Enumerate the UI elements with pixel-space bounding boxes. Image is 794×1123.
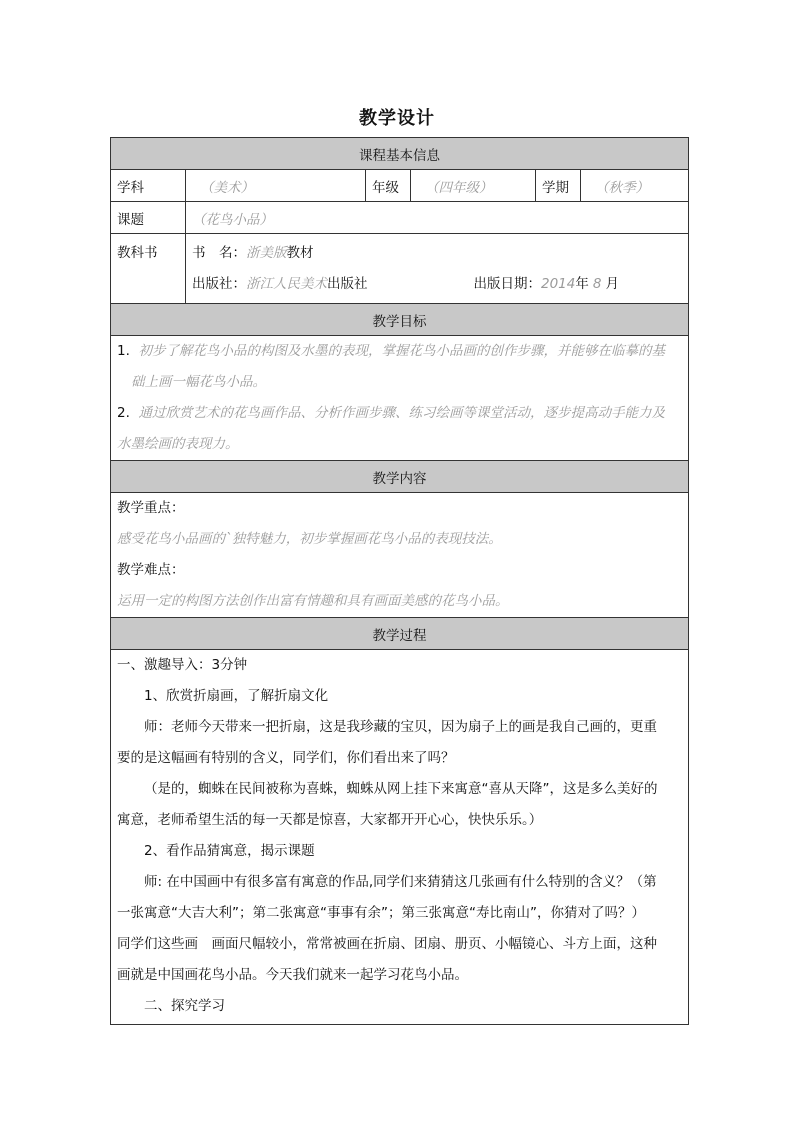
grade-value: （四年级）: [411, 170, 536, 202]
difficulties-label: 教学难点：: [117, 562, 185, 578]
grade-label: 年级: [366, 170, 411, 202]
pubdate-month: 8: [592, 275, 602, 292]
publisher-line: 出版社：浙江人民美术出版社 出版日期：2014年 8 月: [192, 275, 619, 292]
process-text-1a: 师：老师今天带来一把折扇，这是我珍藏的宝贝，因为扇子上的画是我自己画的，更重: [144, 719, 657, 735]
key-points-label: 教学重点：: [117, 500, 185, 516]
process-sub-2: 2、看作品猜寓意，揭示课题: [144, 843, 315, 859]
process-body: [111, 650, 689, 1025]
publisher-value: 浙江人民美术: [246, 275, 327, 292]
process-text-3b: 一张寓意“大吉大利”；第二张寓意“事事有余”；第三张寓意“寿比南山”，你猜对了吗？）: [117, 905, 645, 921]
objective-2-cont: 水墨绘画的表现力。: [117, 436, 239, 452]
process-sub-1: 1、欣赏折扇画，了解折扇文化: [144, 688, 329, 704]
objective-1-cont: 础上画一幅花鸟小品。: [131, 374, 266, 390]
term-label: 学期: [536, 170, 581, 202]
subject-value: （美术）: [186, 170, 366, 202]
book-name-value: 浙美版: [246, 244, 287, 261]
pubdate-year: 2014: [541, 275, 576, 292]
process-step-1: 一、激趣导入：3分钟: [117, 657, 248, 673]
process-text-3d: 画就是中国画花鸟小品。今天我们就来一起学习花鸟小品。: [117, 967, 468, 983]
section-header-basic-info: 课程基本信息: [111, 138, 689, 170]
key-points-text: 感受花鸟小品画的`独特魅力，初步掌握画花鸟小品的表现技法。: [117, 531, 502, 547]
term-value: （秋季）: [581, 170, 689, 202]
book-name-line: 书 名：浙美版教材: [192, 244, 314, 261]
objective-1: 初步了解花鸟小品的构图及水墨的表现，掌握花鸟小品画的创作步骤，并能够在临摹的基: [138, 343, 665, 359]
textbook-label: 教科书: [111, 234, 186, 304]
subject-label: 学科: [111, 170, 186, 202]
topic-label: 课题: [111, 202, 186, 234]
objective-2: 通过欣赏艺术的花鸟画作品、分析作画步骤、练习绘画等课堂活动，逐步提高动手能力及: [138, 405, 665, 421]
document-title: 教学设计: [359, 108, 435, 129]
content-body: [111, 493, 689, 618]
section-header-objectives: 教学目标: [111, 304, 689, 336]
process-text-3c: 同学们这些画 画面尺幅较小，常常被画在折扇、团扇、册页、小幅镜心、斗方上面，这种: [117, 936, 657, 952]
objectives-body: 1. 初步了解花鸟小品的构图及水墨的表现，掌握花鸟小品画的创作步骤，并能够在临摹的基 础上画一幅花鸟小品。 2. 通过欣赏艺术的花鸟画作品、分析作画步骤、练习绘画等课堂活动，逐步提高动手能力及 水墨绘画的表现力。: [111, 336, 689, 461]
process-step-2: 二、探究学习: [144, 998, 225, 1014]
topic-value: （花鸟小品）: [186, 202, 689, 234]
section-header-content: 教学内容: [111, 461, 689, 493]
process-text-2b: 寓意，老师希望生活的每一天都是惊喜，大家都开开心心，快快乐乐。）: [117, 812, 543, 828]
pubdate-label: 出版日期：: [473, 275, 541, 292]
section-header-process: 教学过程: [111, 618, 689, 650]
lesson-plan-table: [110, 137, 689, 1025]
process-text-1b: 要的是这幅画有特别的含义，同学们，你们看出来了吗？: [117, 750, 455, 766]
process-text-3a: 师: 在中国画中有很多富有寓意的作品,同学们来猜猜这几张画有什么特别的含义？（第: [144, 874, 657, 890]
difficulties-text: 运用一定的构图方法创作出富有情趣和具有画面美感的花鸟小品。: [117, 593, 509, 609]
process-text-2a: （是的，蜘蛛在民间被称为喜蛛，蜘蛛从网上挂下来寓意“喜从天降”，这是多么美好的: [144, 781, 658, 797]
textbook-info: [186, 234, 689, 304]
